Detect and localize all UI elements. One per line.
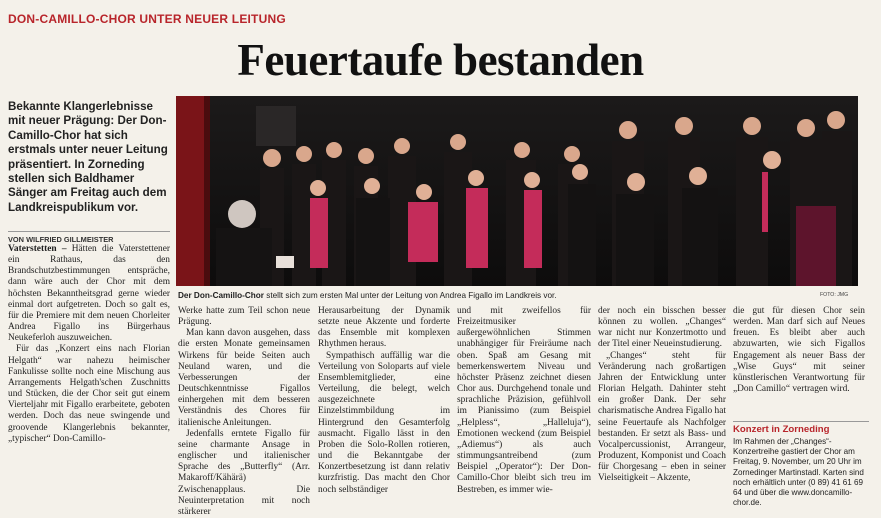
article-column-2 xyxy=(178,306,310,518)
article-column-6 xyxy=(733,306,865,395)
kicker: DON-CAMILLO-CHOR UNTER NEUER LEITUNG xyxy=(8,12,286,26)
byline: VON WILFRIED GILLMEISTER xyxy=(8,231,170,244)
article-column-1 xyxy=(8,244,170,445)
article-column-5 xyxy=(598,306,726,485)
paragraph: Man kann davon ausgehen, dass die ersten Monate gemeinsamen Wirkens für beide Seiten auch Neuland waren, und die Verbesserungen der Deutschkenntnisse Figallos einhergehen mit dem besseren Verständnis des Chores für italienische Anleitungen. xyxy=(178,328,310,428)
paragraph xyxy=(8,244,170,344)
photo-caption xyxy=(178,291,778,300)
paragraph: „Changes“ steht für Veränderung nach großartigen Jahren der Entwicklung unter Florian Helgath. Dahinter steht ein großer Dank. Der sehr charismatische Andrea Figallo hat seine Feuertaufe als Nachfolger bestanden. Er setzt als Bass- und Vocalpercussionist, Arrangeur, Produzent, Komponist und Coach für Chorgesang – eben in seiner Vielseitigkeit – Akzente, xyxy=(598,350,726,484)
paragraph: Für das „Konzert eins nach Florian Helgath“ war nahezu heimischer Fankulisse sollte noch eine Mischung aus Arrangements Helgath'schen Zuschnitts und Stücken, die der Chor seit gut einem Vierteljahr mit Figallo erarbeitete, geboten werden. Doch das neue swingende und groovende Klangerlebnis bekannter, „typischer“ Don-Camillo- xyxy=(8,344,170,444)
headline: Feuertaufe bestanden xyxy=(237,35,644,85)
info-box-text: Im Rahmen der „Changes“-Konzertreihe gastiert der Chor am Freitag, 9. November, um 20 Uhr im Zornedinger Martinstadl. Karten sind noch erhältlich unter (0 89) 41 61 69 64 und über die www.doncamillo-chor.de. xyxy=(733,437,864,508)
choir-photo xyxy=(176,96,858,286)
paragraph: Jedenfalls erntete Figallo für seine charmante Ansage in englischer und italienischer Sprache des „Butterfly“ (Arr. Makaroff/Kähärä) Zwischenapplaus. Die Neuinterpretation mit noch stärkerer xyxy=(178,428,310,517)
caption-text: stellt sich zum ersten Mal unter der Leitung von Andrea Figallo im Landkreis vor. xyxy=(263,291,557,300)
caption-bold: Der Don-Camillo-Chor xyxy=(178,291,264,300)
paragraph: der noch ein bisschen besser können zu wollen. „Changes“ war nicht nur Konzertmotto und der Titel einer Neueinstudierung. xyxy=(598,306,726,350)
article-column-3 xyxy=(318,306,450,496)
info-box-title: Konzert in Zorneding xyxy=(733,421,869,435)
dateline: Vaterstetten – xyxy=(8,244,67,254)
concert-info-box xyxy=(733,421,869,508)
article-column-4 xyxy=(457,306,591,496)
paragraph: Sympathisch auffällig war die Verteilung von Soloparts auf viele Ensemblemitglieder, eine Verteilung, die belegt, welch ausgezeichnete Einzelstimmbildung im Hintergrund den Gesamterfolg ausmacht. Figallo lässt in den Proben die Solo-Rollen rotieren, und die Bekanntgabe der Konzertbesetzung ist dann relativ kurzfristig. Das macht den Chor noch selbständiger xyxy=(318,350,450,495)
paragraph: Herausarbeitung der Dynamik setzte neue Akzente und forderte das Ensemble mit komplexen Rhythmen heraus. xyxy=(318,306,450,350)
paragraph: Werke hatte zum Teil schon neue Prägung. xyxy=(178,306,310,328)
paragraph: und mit zweifellos für Freizeitmusiker außergewöhnlichen Stimmen unabhängiger für Freiräume nach oben. Spaß am Gesang mit bemerkenswertem Niveau und höchster Präsenz zeichnet diesen Chor aus. Durchgehend tonale und sprachliche Präzision, gefühlvoll im Pianissimo (zum Beispiel „Helpless“, „Halleluja“), Emotionen weckend (zum Beispiel „Adiemus“) als auch stimmungsantreibend (zum Beispiel „Operator“): Der Don-Camillo-Chor bleibt sich treu im Bestreben, es immer wie- xyxy=(457,306,591,495)
photo-credit: FOTO: JMG xyxy=(820,292,849,298)
paragraph: die gut für diesen Chor sein werden. Man darf sich auf Neues freuen. Es bleibt aber auch abzuwarten, wie sich Figallos Engagement als neuer Bass der „Wise Guys“ mit seiner künstlerischen Verantwortung für „Don Camillo“ vertragen wird. xyxy=(733,306,865,395)
red-curtain xyxy=(176,96,204,286)
lead-paragraph: Bekannte Klangerlebnisse mit neuer Prägung: Der Don-Camillo-Chor hat sich erstmals unter neuer Leitung präsentiert. In Zorneding stellen sich Baldhamer Sänger am Freitag auch dem Landkreispublikum vor. xyxy=(8,100,168,214)
paragraph-text: Hätten die Vaterstettener ein Rathaus, das den Brandschutzbestimmungen entspräche, dann wäre auch der Chor mit dem höchsten Bekanntheitsgrad gerne wieder einmal dort aufgetreten. Doch so galt es, für die Premiere mit dem neuen Chorleiter Andrea Figallo ins Bürgerhaus Neukeferloh auszuweichen. xyxy=(8,244,171,344)
